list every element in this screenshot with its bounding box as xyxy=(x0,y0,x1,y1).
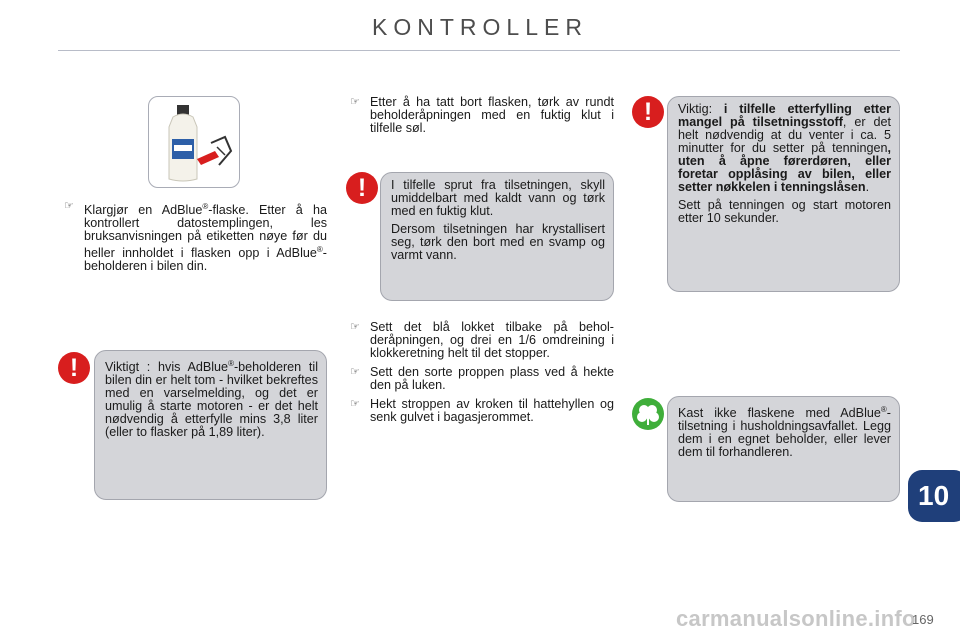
leaf-icon xyxy=(632,398,664,430)
warning-splash-box: I tilfelle sprut fra tilsetningen, skyll umiddelbart med kaldt vann og tørk med en fuktig klut. Dersom tilsetningen har krystallisert seg, tørk den bort med en svamp og varmt vann. xyxy=(380,172,614,301)
adblue-bottle-photo xyxy=(148,96,240,188)
page-number: 169 xyxy=(912,612,934,627)
step-prepare-bottle: ☞ Klargjør en AdBlue®-flaske. Etter å ha kontrollert datostemplingen, les bruksanvisningen på etiketten nøye før du heller innholdet i flasken opp i AdBlue®-beholderen i bilen din. xyxy=(64,200,327,274)
pointing-hand-icon: ☞ xyxy=(350,366,360,378)
pointing-hand-icon: ☞ xyxy=(350,321,360,333)
pointing-hand-icon: ☞ xyxy=(350,96,360,108)
pointing-hand-icon: ☞ xyxy=(350,398,360,410)
title-divider xyxy=(58,50,900,51)
eco-disposal-box: Kast ikke flaskene med AdBlue®-tilsetning i husholdningsavfallet. Legg dem i en egnet beholder, eller lever dem til forhandleren. xyxy=(667,396,900,502)
step-lower-floor: ☞ Hekt stroppen av kroken til hattehyllen og senk gulvet i bagasjerommet. xyxy=(350,397,614,424)
warning-wait-box: Viktig: i tilfelle etterfylling etter mangel på tilsetningsstoff, er det helt nødvendig at du venter i ca. 5 minutter for du setter på tenningen, uten å åpne førerdøren, eller foretar opplåsing av bilen, eller setter nøkkelen i tenningslåsen. Sett på tenningen og start motoren etter 10 sekunder. xyxy=(667,96,900,292)
watermark: carmanualsonline.info xyxy=(676,606,916,631)
step-wipe-opening: ☞ Etter å ha tatt bort flasken, tørk av rundt beholderåpningen med en fuktig klut i tilfelle søl. xyxy=(350,95,614,135)
pointing-hand-icon: ☞ xyxy=(64,200,74,212)
recycle-leaf-icon xyxy=(632,398,664,430)
exclamation-icon: ! xyxy=(58,352,90,384)
page-title: KONTROLLER xyxy=(372,14,588,40)
exclamation-icon: ! xyxy=(346,172,378,204)
warning-empty-tank-box: Viktigt : hvis AdBlue®-beholderen til bilen din er helt tom - hvilket bekreftes med en varselmelding, og det er umulig å starte motoren - er det helt nødvendig å etterfylle mins 3,8 liter (eller to flasker på 1,89 liter). xyxy=(94,350,327,500)
step-replace-plug: ☞ Sett den sorte proppen plass ved å hekte den på luken. xyxy=(350,365,614,392)
adblue-bottle-illustration xyxy=(149,97,239,187)
step-replace-cap: ☞ Sett det blå lokket tilbake på beholderåpningen, og drei en 1/6 omdreining i klokkeretning helt til det stopper. xyxy=(350,320,614,360)
chapter-tab[interactable]: 10 xyxy=(908,470,960,522)
exclamation-icon: ! xyxy=(632,96,664,128)
